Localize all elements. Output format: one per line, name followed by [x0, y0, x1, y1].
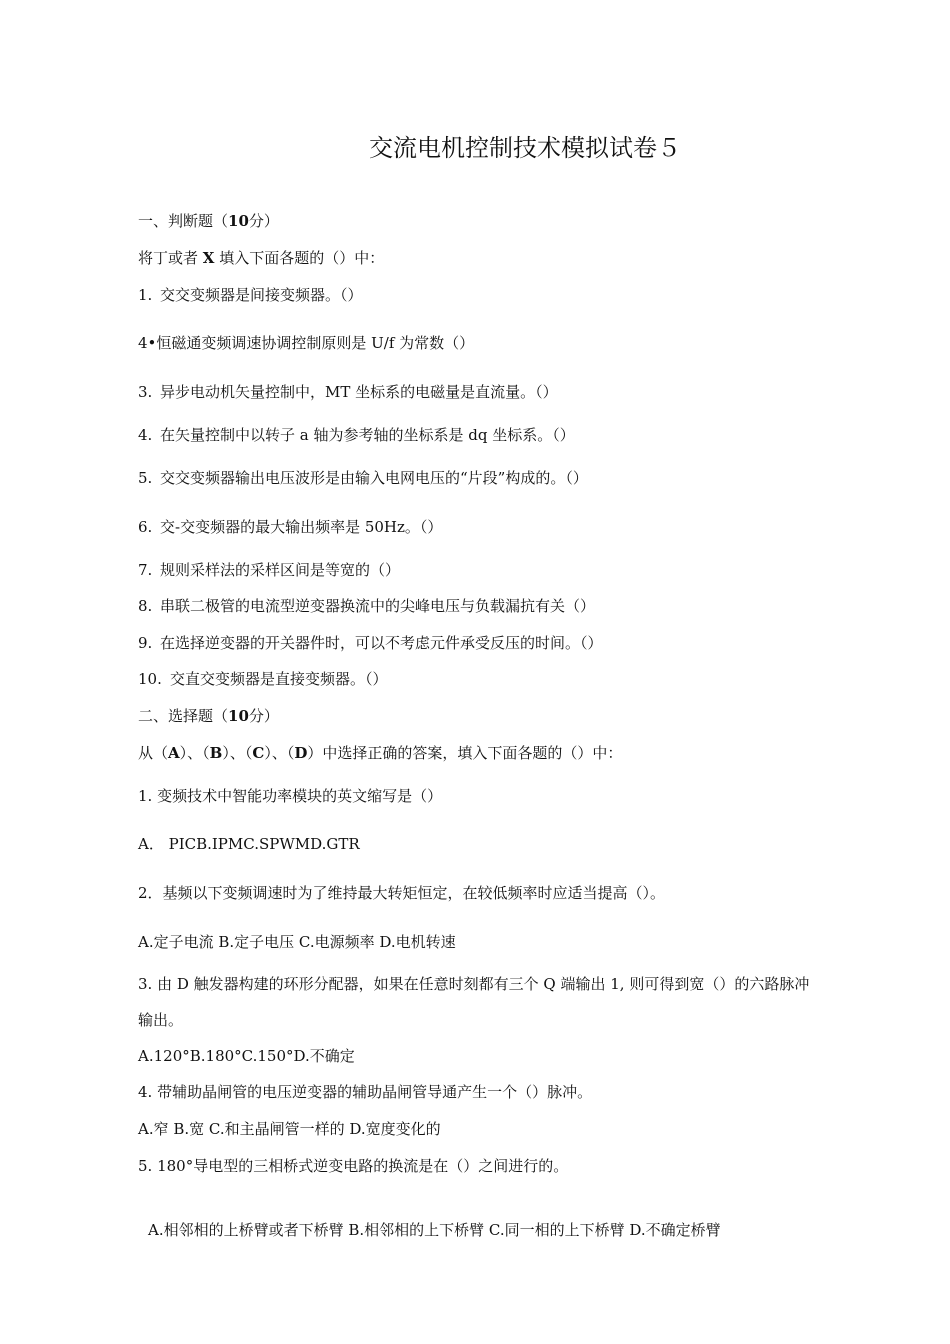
option-c-letter: C	[252, 744, 265, 762]
item-text: 串联二极管的电流型逆变器换流中的尖峰电压与负载漏抗有关（）	[160, 597, 596, 615]
mc-question-3: 3. 由 D 触发器构建的环形分配器，如果在任意时刻都有三个 Q 端输出 1, 则可得到宽（）的六路脉冲输出。	[138, 975, 810, 1029]
instr-part: 从（	[138, 744, 169, 762]
instr-post: 填入下面各题的（）中：	[219, 249, 385, 267]
option-b-letter: B	[209, 744, 223, 762]
item-text: 交直交变频器是直接变频器。（）	[170, 670, 388, 688]
section1-heading	[138, 210, 279, 231]
item-text: 交交变频器是间接变频器。（）	[160, 286, 363, 304]
tf-item-2	[138, 332, 474, 353]
section1-instructions	[138, 247, 384, 268]
tf-item-1	[138, 284, 363, 305]
section2-instructions	[138, 742, 622, 763]
mc-question-5: 5. 180°导电型的三相桥式逆变电路的换流是在（）之间进行的。	[138, 1157, 569, 1175]
instr-part: ）、（	[179, 744, 210, 762]
mc-question-5-options: A.相邻相的上桥臂或者下桥臂 B.相邻相的上下桥臂 C.同一相的上下桥臂 D.不确定桥臂	[148, 1221, 721, 1239]
tf-item-5	[138, 467, 588, 488]
item-number: 4.	[138, 426, 153, 444]
instr-x: X	[202, 249, 215, 267]
tf-item-3	[138, 381, 558, 402]
tf-item-9	[138, 632, 603, 653]
item-text: 异步电动机矢量控制中，MT 坐标系的电磁量是直流量。（）	[160, 383, 558, 401]
section1-heading-pre: 一、判断题（	[138, 212, 229, 230]
section2-heading-points: 10	[228, 707, 249, 725]
item-text: 4•恒磁通变频调速协调控制原则是 U/f 为常数（）	[138, 334, 475, 352]
mc-question-2-options: A.定子电流 B.定子电压 C.电源频率 D.电机转速	[138, 933, 456, 951]
tf-item-6	[138, 516, 442, 537]
tf-item-7	[138, 559, 400, 580]
item-text: 在选择逆变器的开关器件时，可以不考虑元件承受反压的时间。（）	[160, 634, 603, 652]
item-number: 6.	[138, 518, 153, 536]
section1-heading-points: 10	[228, 212, 249, 230]
item-number: 3.	[138, 383, 153, 401]
mc-question-3-options: A.120°B.180°C.150°D.不确定	[138, 1047, 355, 1065]
item-number: 8.	[138, 597, 153, 615]
tf-item-4	[138, 424, 575, 445]
mc-question-1-options: A． PICB.IPMC.SPWMD.GTR	[138, 835, 360, 853]
item-text: 交交变频器输出电压波形是由输入电网电压的“片段”构成的。（）	[160, 469, 588, 487]
item-number: 5.	[138, 469, 153, 487]
exam-title: 交流电机控制技术模拟试卷５	[369, 134, 681, 162]
item-number: 10.	[138, 670, 162, 688]
mc-question-1: 1. 变频技术中智能功率模块的英文缩写是（）	[138, 787, 443, 805]
mc-question-2: 2．基频以下变频调速时为了维持最大转矩恒定，在较低频率时应适当提高（）。	[138, 884, 666, 902]
mc-question-4: 4. 带辅助晶闸管的电压逆变器的辅助晶闸管导通产生一个（）脉冲。	[138, 1083, 593, 1101]
instr-part: ）中选择正确的答案，填入下面各题的（）中：	[307, 744, 623, 762]
instr-pre: 将丁或者	[138, 249, 199, 267]
item-number: 7.	[138, 561, 153, 579]
item-text: 规则采样法的采样区间是等宽的（）	[160, 561, 401, 579]
mc-question-4-options: A.窄 B.宽 C.和主晶闸管一样的 D.宽度变化的	[138, 1120, 441, 1138]
section2-heading-post: 分）	[248, 707, 279, 725]
option-a-letter: A	[168, 744, 180, 762]
section2-heading-pre: 二、选择题（	[138, 707, 229, 725]
option-d-letter: D	[294, 744, 308, 762]
instr-part: ）、（	[222, 744, 253, 762]
item-text: 在矢量控制中以转子 a 轴为参考轴的坐标系是 dq 坐标系。（）	[160, 426, 575, 444]
item-text: 交-交变频器的最大输出频率是 50Hz。（）	[160, 518, 443, 536]
item-number: 1.	[138, 286, 153, 304]
item-number: 9.	[138, 634, 153, 652]
section1-heading-post: 分）	[248, 212, 279, 230]
tf-item-10	[138, 668, 388, 689]
instr-part: ）、（	[264, 744, 295, 762]
section2-heading	[138, 705, 279, 726]
tf-item-8	[138, 595, 595, 616]
